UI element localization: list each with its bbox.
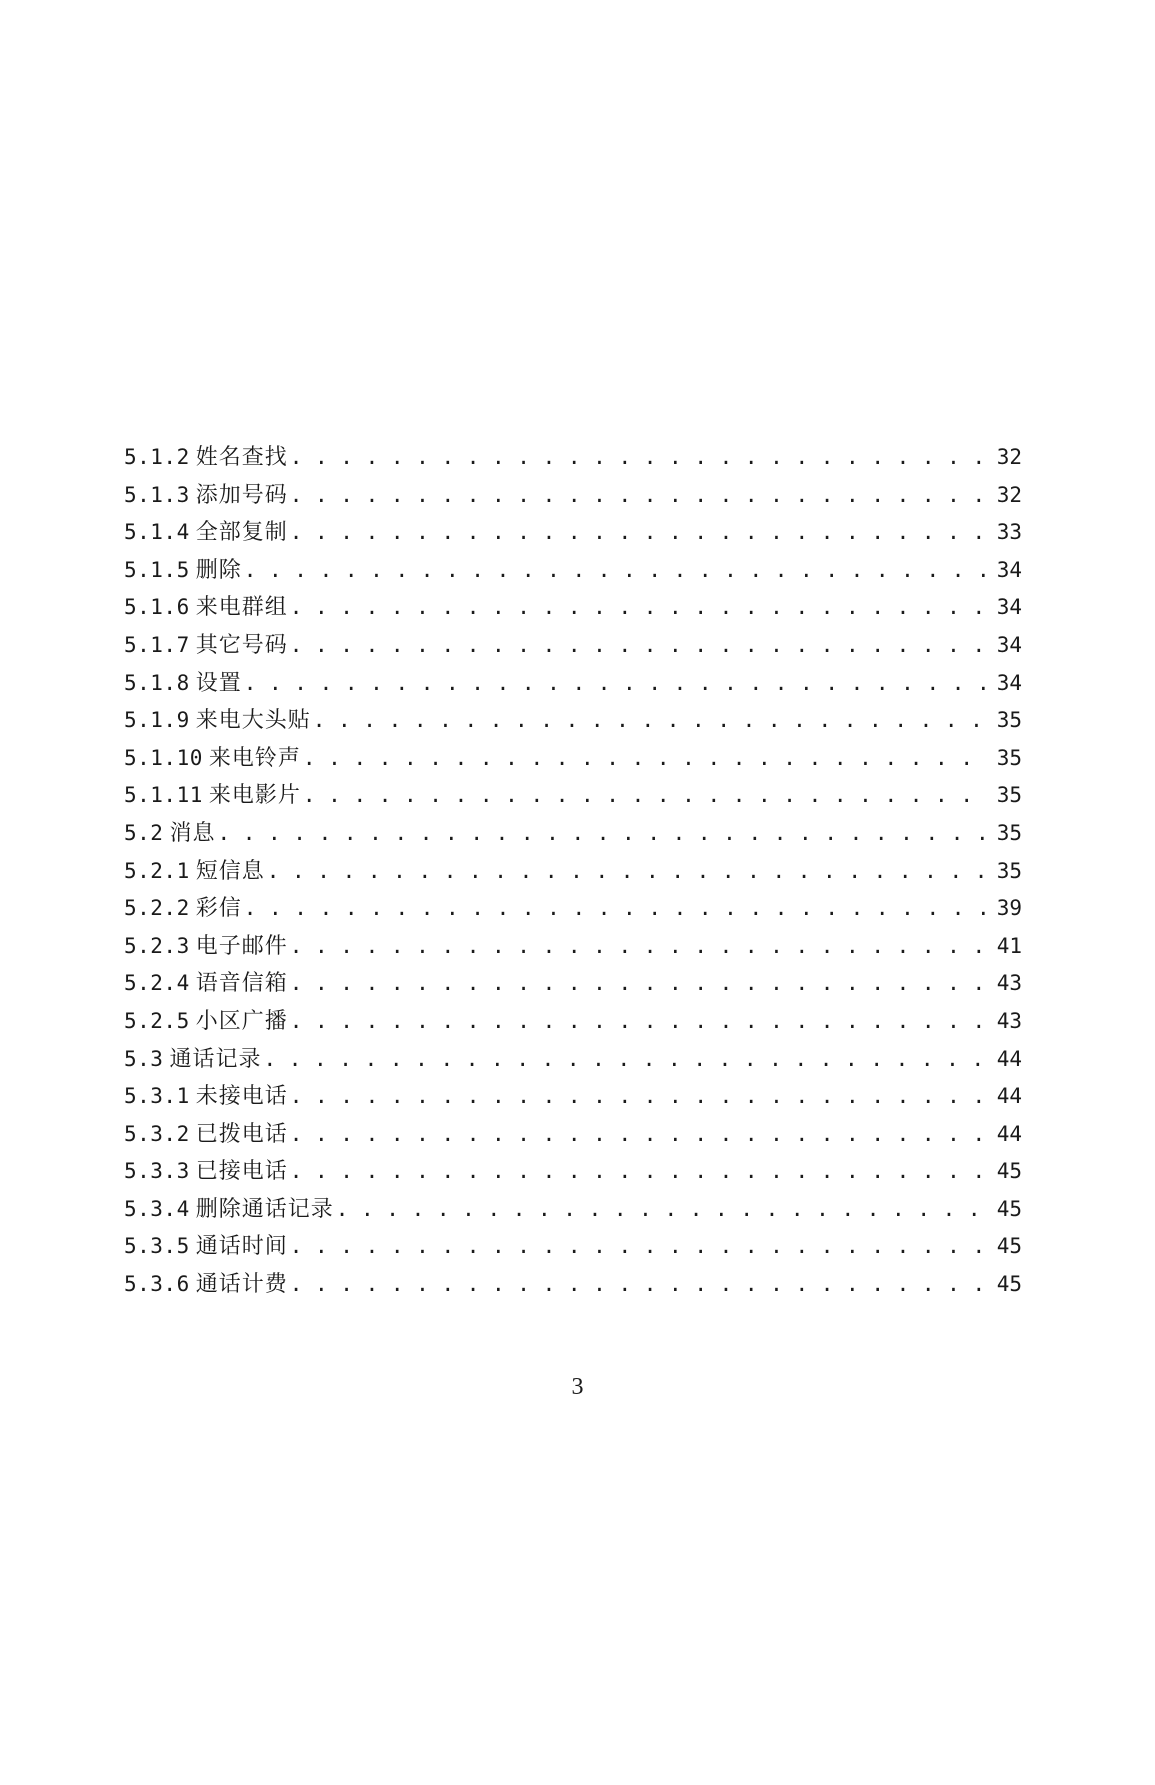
toc-dot-leader xyxy=(313,702,990,740)
toc-dot-leader xyxy=(290,1266,990,1304)
toc-entry[interactable] xyxy=(124,1191,1022,1229)
toc-entry-page: 43 xyxy=(996,971,1022,996)
toc-entry-number: 5.3.5 xyxy=(124,1234,190,1259)
toc-entry-number: 5.1.6 xyxy=(124,595,190,620)
toc-entry-page: 41 xyxy=(996,933,1022,958)
toc-dot-leader xyxy=(290,477,990,515)
toc-dot-leader xyxy=(290,627,990,665)
toc-entry-page: 45 xyxy=(996,1272,1022,1297)
toc-entry[interactable] xyxy=(124,1116,1022,1154)
toc-entry-number: 5.1.10 xyxy=(124,745,203,770)
toc-entry-number: 5.2.5 xyxy=(124,1008,190,1033)
toc-entry-page: 32 xyxy=(996,445,1022,469)
toc-entry-title: 来电大头贴 xyxy=(195,708,311,734)
toc-entry-page: 45 xyxy=(996,1196,1022,1221)
toc-entry-number: 5.3.1 xyxy=(124,1084,190,1109)
toc-dot-leader xyxy=(244,552,990,590)
toc-entry[interactable] xyxy=(124,1003,1022,1041)
toc-entry[interactable] xyxy=(124,702,1022,740)
toc-entry-page: 39 xyxy=(996,896,1022,921)
toc-entry-page: 32 xyxy=(996,482,1022,507)
toc-entry[interactable] xyxy=(124,514,1022,552)
toc-entry-number: 5.3 xyxy=(124,1046,164,1071)
toc-entry-page: 45 xyxy=(996,1234,1022,1259)
toc-entry-title: 姓名查找 xyxy=(195,445,288,470)
toc-entry-number: 5.1.8 xyxy=(124,670,190,695)
toc-dot-leader xyxy=(290,514,990,552)
toc-entry[interactable] xyxy=(124,627,1022,665)
toc-entry-number: 5.2.4 xyxy=(124,971,190,996)
toc-entry-number: 5.2.3 xyxy=(124,933,190,958)
toc-entry-number: 5.3.4 xyxy=(124,1196,190,1221)
toc-entry[interactable] xyxy=(124,740,1022,778)
toc-entry-number: 5.1.9 xyxy=(124,708,190,733)
toc-entry-page: 44 xyxy=(996,1084,1022,1109)
toc-entry-number: 5.2.2 xyxy=(124,896,190,921)
toc-entry-title: 通话记录 xyxy=(169,1046,262,1072)
toc-dot-leader xyxy=(290,1153,990,1191)
toc-entry-number: 5.1.2 xyxy=(124,445,190,469)
toc-entry[interactable] xyxy=(124,439,1022,477)
toc-entry-page: 34 xyxy=(996,632,1022,657)
toc-dot-leader xyxy=(290,1228,990,1266)
toc-dot-leader xyxy=(290,965,990,1003)
toc-entry[interactable] xyxy=(124,1266,1022,1304)
toc-entry-title: 彩信 xyxy=(195,896,242,922)
toc-entry-title: 未接电话 xyxy=(195,1084,288,1110)
toc-entry[interactable] xyxy=(124,777,1022,815)
toc-entry-page: 35 xyxy=(996,783,1022,808)
toc-dot-leader xyxy=(336,1191,990,1229)
toc-entry[interactable] xyxy=(124,890,1022,928)
toc-entry-title: 来电影片 xyxy=(208,783,301,809)
toc-entry[interactable] xyxy=(124,477,1022,515)
page-number: 3 xyxy=(571,1374,584,1400)
toc-dot-leader xyxy=(290,1078,990,1116)
toc-dot-leader xyxy=(290,589,990,627)
toc-entry-number: 5.2 xyxy=(124,820,164,845)
toc-dot-leader xyxy=(303,740,990,778)
toc-entry-title: 消息 xyxy=(169,820,216,846)
toc-entry-number: 5.2.1 xyxy=(124,858,190,883)
toc-entry-number: 5.3.2 xyxy=(124,1121,190,1146)
toc-entry-title: 已接电话 xyxy=(195,1159,288,1185)
toc-entry-title: 删除 xyxy=(195,557,242,583)
toc-entry-page: 33 xyxy=(996,520,1022,545)
toc-entry-title: 电子邮件 xyxy=(195,933,288,959)
toc-entry-number: 5.1.5 xyxy=(124,557,190,582)
toc-dot-leader xyxy=(290,439,990,477)
toc-entry-title: 通话计费 xyxy=(195,1272,288,1298)
toc-entry-page: 35 xyxy=(996,708,1022,733)
toc-entry-title: 小区广播 xyxy=(195,1008,288,1034)
toc-dot-leader xyxy=(290,928,990,966)
toc-entry-page: 34 xyxy=(996,670,1022,695)
toc-entry-page: 35 xyxy=(996,745,1022,770)
toc-dot-leader xyxy=(263,1041,990,1079)
toc-dot-leader xyxy=(267,853,990,891)
toc-entry[interactable] xyxy=(124,665,1022,703)
toc-entry-number: 5.3.3 xyxy=(124,1159,190,1184)
toc-entry-title: 短信息 xyxy=(195,858,265,884)
toc-entry-title: 全部复制 xyxy=(195,520,288,546)
toc-dot-leader xyxy=(290,1003,990,1041)
toc-entry[interactable] xyxy=(124,1078,1022,1116)
toc-entry-title: 删除通话记录 xyxy=(195,1196,334,1222)
toc-entry-title: 已拨电话 xyxy=(195,1121,288,1147)
toc-entry[interactable] xyxy=(124,1041,1022,1079)
toc-entry-number: 5.1.7 xyxy=(124,632,190,657)
toc-entry-title: 来电铃声 xyxy=(208,745,301,771)
toc-entry[interactable] xyxy=(124,928,1022,966)
toc-entry-title: 其它号码 xyxy=(195,632,288,658)
toc-entry[interactable] xyxy=(124,815,1022,853)
toc-entry[interactable] xyxy=(124,853,1022,891)
toc-dot-leader xyxy=(244,665,990,703)
toc-entry-title: 通话时间 xyxy=(195,1234,288,1260)
toc-entry-page: 45 xyxy=(996,1159,1022,1184)
toc-entry-page: 44 xyxy=(996,1121,1022,1146)
toc-entry[interactable] xyxy=(124,965,1022,1003)
toc-entry-number: 5.1.3 xyxy=(124,482,190,507)
toc-entry-page: 34 xyxy=(996,595,1022,620)
toc-entry[interactable] xyxy=(124,589,1022,627)
table-of-contents xyxy=(124,439,1022,1304)
toc-entry-number: 5.1.11 xyxy=(124,783,203,808)
toc-entry-title: 来电群组 xyxy=(195,595,288,621)
toc-entry-number: 5.1.4 xyxy=(124,520,190,545)
toc-entry-title: 设置 xyxy=(195,670,242,696)
toc-entry[interactable] xyxy=(124,552,1022,590)
toc-entry-title: 语音信箱 xyxy=(195,971,288,997)
toc-entry-number: 5.3.6 xyxy=(124,1272,190,1297)
toc-entry-page: 35 xyxy=(996,858,1022,883)
toc-dot-leader xyxy=(290,1116,990,1154)
toc-dot-leader xyxy=(244,890,990,928)
toc-entry[interactable] xyxy=(124,1228,1022,1266)
toc-dot-leader xyxy=(217,815,990,853)
toc-entry-page: 35 xyxy=(996,820,1022,845)
toc-dot-leader xyxy=(303,777,990,815)
toc-entry[interactable] xyxy=(124,1153,1022,1191)
toc-entry-title: 添加号码 xyxy=(195,482,288,508)
toc-entry-page: 34 xyxy=(996,557,1022,582)
toc-entry-page: 43 xyxy=(996,1008,1022,1033)
toc-entry-page: 44 xyxy=(996,1046,1022,1071)
